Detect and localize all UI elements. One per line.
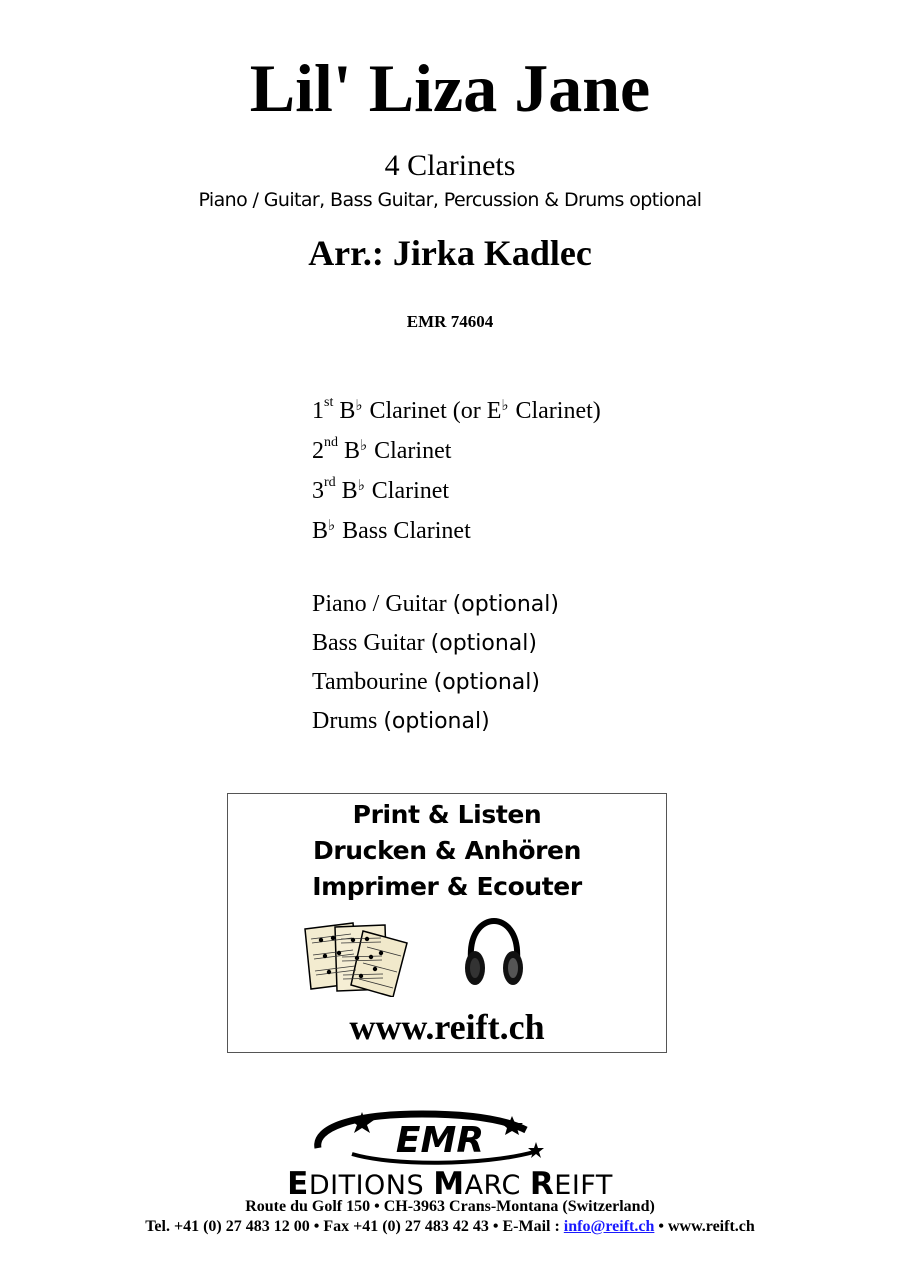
optional-part-item: Tambourine (optional) <box>312 669 540 695</box>
catalog-number: EMR 74604 <box>406 312 494 331</box>
promo-line-en: Print & Listen <box>352 800 542 829</box>
sheet-music-icon <box>301 919 411 997</box>
promo-line-fr: Imprimer & Ecouter <box>312 872 582 901</box>
part-item: 1st B♭ Clarinet (or E♭ Clarinet) <box>312 395 601 424</box>
instrumentation-subtitle: 4 Clarinets <box>384 149 516 182</box>
emr-logo <box>312 1108 552 1170</box>
publisher-name: EDITIONS MARC REIFT <box>287 1166 613 1202</box>
email-link[interactable]: info@reift.ch <box>563 1218 655 1235</box>
optional-instruments-line: Piano / Guitar, Bass Guitar, Percussion & Drums optional <box>198 189 702 211</box>
part-item: B♭ Bass Clarinet <box>312 516 471 544</box>
headphones-icon <box>463 918 525 990</box>
logo-text: EMR <box>395 1120 485 1161</box>
optional-part-item: Bass Guitar (optional) <box>312 630 537 656</box>
flat-icon: ♭ <box>360 436 368 454</box>
flat-icon: ♭ <box>328 516 336 534</box>
parts-list <box>312 392 812 552</box>
arranger: Arr.: Jirka Kadlec <box>308 233 592 273</box>
flat-icon: ♭ <box>501 396 509 414</box>
optional-part-item: Piano / Guitar (optional) <box>312 591 559 617</box>
page-title: Lil' Liza Jane <box>249 50 651 126</box>
promo-line-de: Drucken & Anhören <box>312 836 582 865</box>
website-link[interactable]: www.reift.ch <box>349 1007 545 1047</box>
optional-parts-list <box>312 585 812 741</box>
flat-icon: ♭ <box>355 396 363 414</box>
part-item: 3rd B♭ Clarinet <box>312 475 450 504</box>
flat-icon: ♭ <box>357 476 365 494</box>
optional-part-item: Drums (optional) <box>312 708 490 734</box>
part-item: 2nd B♭ Clarinet <box>312 435 452 464</box>
publisher-contact: Tel. +41 (0) 27 483 12 00 • Fax +41 (0) 27 483 42 43 • E-Mail : info@reift.ch • www.reift.ch <box>145 1218 755 1235</box>
publisher-address: Route du Golf 150 • CH-3963 Crans-Montana (Switzerland) <box>245 1198 655 1215</box>
print-listen-box <box>227 793 667 1053</box>
